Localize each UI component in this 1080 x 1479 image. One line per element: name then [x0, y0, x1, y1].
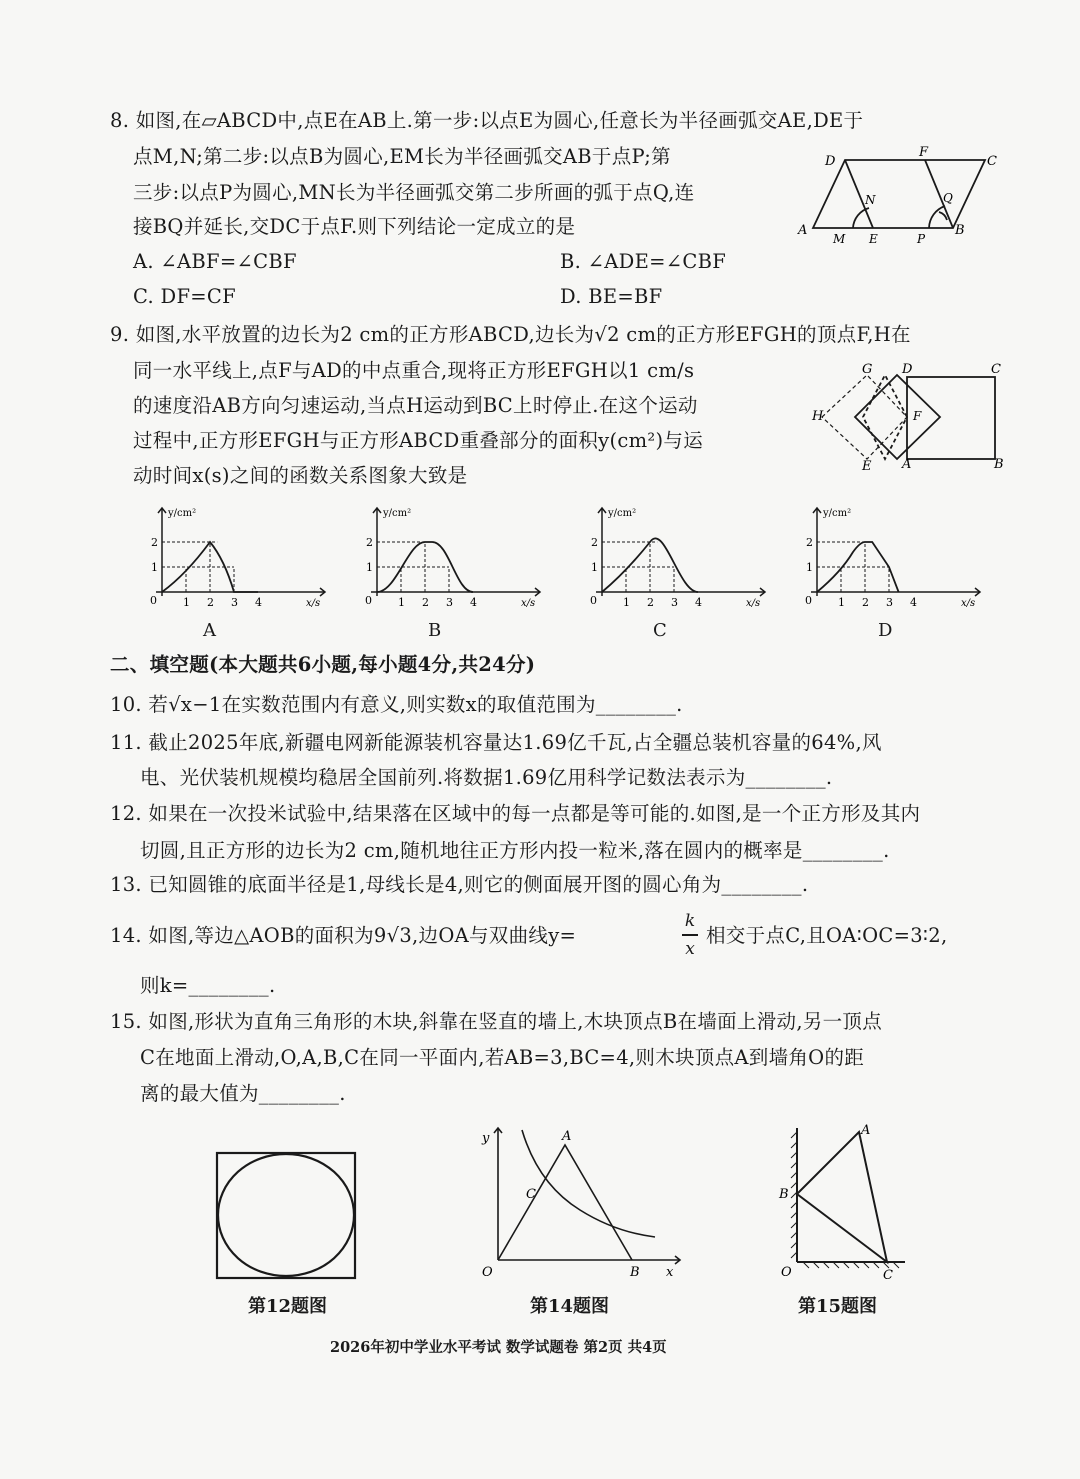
fig14-label-a: A — [562, 1129, 572, 1144]
y-axis-label: y/cm² — [168, 508, 197, 519]
q14-line-1-end: 相交于点C,且OA∶OC=3∶2, — [706, 924, 948, 947]
x-tick-label: 1 — [623, 596, 630, 609]
q8-line-2: 点M,N;第二步:以点B为圆心,EM长为半径画弧交AB于点P;第 — [133, 145, 671, 168]
q9-label-c: C — [991, 362, 1001, 377]
fig14-label-y: y — [482, 1131, 490, 1146]
fig14-triangle-hyperbola — [470, 1120, 685, 1285]
y-tick-label: 2 — [591, 536, 598, 549]
x-axis-label: x/s — [746, 598, 761, 609]
fig15-label-o: O — [781, 1265, 792, 1280]
q8-label-e: E — [869, 232, 878, 246]
y-tick-label: 1 — [151, 561, 158, 574]
q14-line-2: 则k=________. — [140, 974, 276, 997]
y-axis-label: y/cm² — [383, 508, 412, 519]
q8-label-q: Q — [943, 191, 953, 205]
x-tick-label: 3 — [231, 596, 238, 609]
x-tick-label: 1 — [183, 596, 190, 609]
q9-line-4: 过程中,正方形EFGH与正方形ABCD重叠部分的面积y(cm²)与运 — [133, 429, 704, 452]
fig12-caption: 第12题图 — [248, 1296, 328, 1317]
q9-line-5: 动时间x(s)之间的函数关系图象大致是 — [133, 464, 468, 487]
y-tick-label: 1 — [366, 561, 373, 574]
origin-label: 0 — [805, 594, 812, 607]
q8-label-c: C — [987, 154, 997, 169]
x-tick-label: 4 — [470, 596, 477, 609]
fig15-wall-triangle — [775, 1120, 915, 1285]
q9-label-b: B — [994, 457, 1004, 472]
q8-line-4: 接BQ并延长,交DC于点F.则下列结论一定成立的是 — [133, 215, 576, 238]
q9-graph-d — [795, 500, 995, 615]
q9-label-a: A — [902, 457, 912, 472]
q13-text: 13. 已知圆锥的底面半径是1,母线长是4,则它的侧面展开图的圆心角为________. — [110, 873, 809, 896]
x-tick-label: 2 — [862, 596, 869, 609]
q9-choice-d: D — [878, 620, 893, 641]
x-tick-label: 3 — [886, 596, 893, 609]
q8-label-m: M — [833, 232, 846, 246]
q14-fraction-numerator: k — [684, 911, 696, 931]
x-tick-label: 1 — [398, 596, 405, 609]
y-tick-label: 2 — [366, 536, 373, 549]
q8-label-a: A — [798, 223, 808, 238]
q9-graph-a — [140, 500, 340, 615]
origin-label: 0 — [150, 594, 157, 607]
x-axis-label: x/s — [306, 598, 321, 609]
y-tick-label: 2 — [806, 536, 813, 549]
fig15-label-b: B — [779, 1187, 789, 1202]
q9-choice-c: C — [653, 620, 667, 641]
q9-label-f: F — [913, 409, 922, 423]
q10-text: 10. 若√x−1在实数范围内有意义,则实数x的取值范围为________. — [110, 693, 683, 716]
q8-label-p: P — [917, 232, 926, 246]
q8-option-b: B. ∠ADE=∠CBF — [560, 250, 727, 273]
x-tick-label: 4 — [910, 596, 917, 609]
q11-line-2: 电、光伏装机规模均稳居全国前列.将数据1.69亿用科学记数法表示为________. — [140, 766, 833, 789]
q9-label-d: D — [902, 362, 913, 377]
x-axis-label: x/s — [961, 598, 976, 609]
q8-label-f: F — [919, 145, 929, 160]
y-tick-label: 1 — [591, 561, 598, 574]
q8-label-n: N — [865, 193, 876, 207]
q9-line-1: 9. 如图,水平放置的边长为2 cm的正方形ABCD,边长为√2 cm的正方形EFGH的顶点F,H在 — [110, 323, 911, 346]
section-2-title: 二、填空题(本大题共6小题,每小题4分,共24分) — [110, 653, 536, 676]
y-axis-label: y/cm² — [823, 508, 852, 519]
q15-line-2: C在地面上滑动,O,A,B,C在同一平面内,若AB=3,BC=4,则木块顶点A到墙角O的距 — [140, 1046, 865, 1069]
origin-label: 0 — [590, 594, 597, 607]
q15-line-3: 离的最大值为________. — [140, 1082, 346, 1105]
q8-line-1: 8. 如图,在▱ABCD中,点E在AB上.第一步:以点E为圆心,任意长为半径画弧交AE,DE于 — [110, 109, 864, 132]
q9-label-e: E — [862, 459, 872, 474]
x-tick-label: 4 — [255, 596, 262, 609]
q8-option-c: C. DF=CF — [133, 285, 236, 308]
q14-fraction-denominator: x — [685, 939, 695, 959]
q9-choice-b: B — [428, 620, 442, 641]
y-tick-label: 1 — [806, 561, 813, 574]
fig14-label-b: B — [630, 1265, 640, 1280]
x-tick-label: 4 — [695, 596, 702, 609]
fig15-label-c: C — [883, 1268, 893, 1283]
fig15-label-a: A — [861, 1123, 871, 1138]
q9-squares-figure — [810, 360, 1010, 475]
q12-line-1: 12. 如果在一次投米试验中,结果落在区域中的每一点都是等可能的.如图,是一个正方形及其内 — [110, 802, 921, 825]
x-tick-label: 2 — [422, 596, 429, 609]
page-footer: 2026年初中学业水平考试 数学试题卷 第2页 共4页 — [330, 1339, 667, 1356]
fig14-label-o: O — [482, 1265, 493, 1280]
q9-label-h: H — [812, 409, 824, 424]
q9-line-2: 同一水平线上,点F与AD的中点重合,现将正方形EFGH以1 cm/s — [133, 359, 695, 382]
q8-option-d: D. BE=BF — [560, 285, 663, 308]
y-axis-label: y/cm² — [608, 508, 637, 519]
q12-line-2: 切圆,且正方形的边长为2 cm,随机地往正方形内投一粒米,落在圆内的概率是________. — [140, 839, 890, 862]
x-tick-label: 2 — [647, 596, 654, 609]
q8-label-b: B — [955, 223, 965, 238]
q9-graph-c — [580, 500, 780, 615]
x-axis-label: x/s — [521, 598, 536, 609]
q8-label-d: D — [825, 154, 836, 169]
q8-line-3: 三步:以点P为圆心,MN长为半径画弧交第二步所画的弧于点Q,连 — [133, 181, 695, 204]
q8-option-a: A. ∠ABF=∠CBF — [133, 250, 297, 273]
q9-graph-b — [355, 500, 555, 615]
x-tick-label: 3 — [671, 596, 678, 609]
y-tick-label: 2 — [151, 536, 158, 549]
q14-line-1-start: 14. 如图,等边△AOB的面积为9√3,边OA与双曲线y= — [110, 924, 577, 947]
origin-label: 0 — [365, 594, 372, 607]
x-tick-label: 2 — [207, 596, 214, 609]
q15-line-1: 15. 如图,形状为直角三角形的木块,斜靠在竖直的墙上,木块顶点B在墙面上滑动,另一顶点 — [110, 1010, 883, 1033]
fig14-caption: 第14题图 — [530, 1296, 610, 1317]
fig12-square-circle — [212, 1148, 362, 1283]
fig14-label-x: x — [666, 1265, 674, 1280]
fig15-caption: 第15题图 — [798, 1296, 878, 1317]
q14-fraction-bar — [682, 934, 698, 936]
q9-label-g: G — [862, 362, 873, 377]
q8-parallelogram-figure — [795, 140, 1010, 250]
fig14-label-c: C — [526, 1187, 536, 1202]
q9-choice-a: A — [203, 620, 216, 641]
x-tick-label: 3 — [446, 596, 453, 609]
q9-line-3: 的速度沿AB方向匀速运动,当点H运动到BC上时停止.在这个运动 — [133, 394, 698, 417]
q11-line-1: 11. 截止2025年底,新疆电网新能源装机容量达1.69亿千瓦,占全疆总装机容量的64%,风 — [110, 731, 882, 754]
x-tick-label: 1 — [838, 596, 845, 609]
